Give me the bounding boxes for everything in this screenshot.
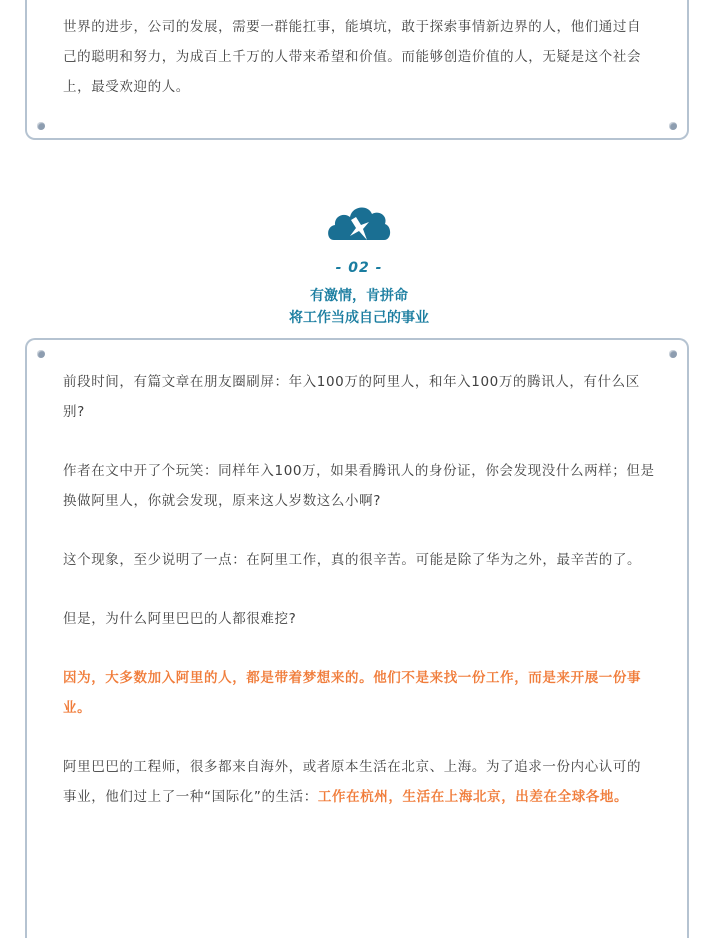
paragraph-6 bbox=[63, 752, 655, 812]
section-title-line1: 有激情，肯拼命 bbox=[310, 288, 408, 304]
intro-text-block bbox=[63, 12, 655, 102]
paragraph-6-highlight: 工作在杭州，生活在上海北京，出差在全球各地。 bbox=[317, 789, 629, 805]
paragraph-1: 前段时间，有篇文章在朋友圈刷屏：年入100万的阿里人，和年入100万的腾讯人，有什么区别? bbox=[63, 374, 640, 420]
paragraph-4: 但是，为什么阿里巴巴的人都很难挖? bbox=[63, 611, 297, 627]
paragraph-5-highlight: 因为，大多数加入阿里的人，都是带着梦想来的。他们不是来找一份工作，而是来开展一份事业。 bbox=[63, 670, 642, 716]
content-text-block bbox=[63, 367, 655, 812]
paragraph-2: 作者在文中开了个玩笑：同样年入100万，如果看腾讯人的身份证，你会发现没什么两样；但是换做阿里人，你就会发现，原来这人岁数这么小啊? bbox=[63, 463, 655, 509]
section-title-line2: 将工作当成自己的事业 bbox=[289, 310, 429, 326]
corner-dot-top-left bbox=[37, 350, 45, 358]
section-number: - 02 - bbox=[335, 260, 383, 276]
intro-card bbox=[25, 0, 689, 140]
intro-paragraph: 世界的进步，公司的发展，需要一群能扛事，能填坑，敢于探索事情新边界的人，他们通过自己的聪明和努力，为成百上千万的人带来希望和价值。而能够创造价值的人，无疑是这个社会上，最受欢迎的人。 bbox=[63, 19, 642, 95]
paragraph-6-text: 阿里巴巴的工程师，很多都来自海外，或者原本生活在北京、上海。为了追求一份内心认可的事业，他们过上了一种“国际化”的生活： bbox=[63, 759, 642, 805]
corner-dot-bottom-left bbox=[37, 122, 45, 130]
content-card bbox=[25, 338, 689, 938]
corner-dot-bottom-right bbox=[669, 122, 677, 130]
cloud-icon bbox=[326, 200, 392, 246]
paragraph-3: 这个现象，至少说明了一点：在阿里工作，真的很辛苦。可能是除了华为之外，最辛苦的了。 bbox=[63, 552, 642, 568]
corner-dot-top-right bbox=[669, 350, 677, 358]
